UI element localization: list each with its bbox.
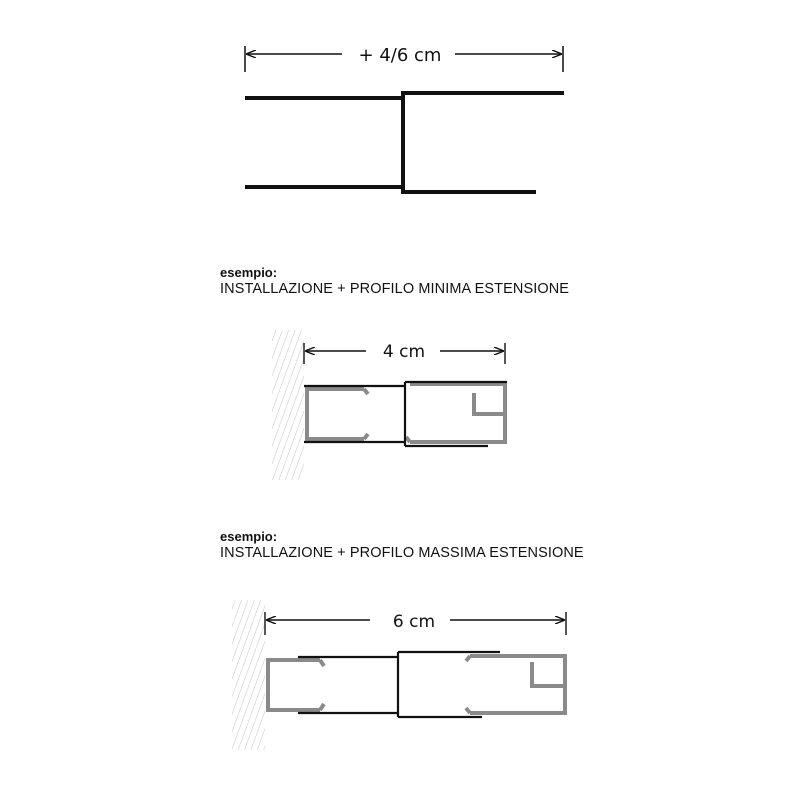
example-max-description: INSTALLAZIONE + PROFILO MASSIMA ESTENSIONE <box>220 545 584 561</box>
example-min-title: esempio: <box>220 265 278 280</box>
wall-hatch-max <box>232 600 265 750</box>
example-min-caption <box>220 264 569 298</box>
max-black-frame <box>298 652 500 717</box>
top-dimension-label: + 4/6 cm <box>358 45 442 66</box>
example-max-title: esempio: <box>220 529 278 544</box>
top-profile-frame <box>247 93 562 192</box>
max-gray-profile <box>268 656 565 713</box>
max-dimension-label: 6 cm <box>392 612 436 632</box>
min-dimension-label: 4 cm <box>382 342 426 362</box>
example-max-caption <box>220 528 584 562</box>
wall-hatch-min <box>272 330 304 480</box>
example-min-description: INSTALLAZIONE + PROFILO MINIMA ESTENSIONE <box>220 281 570 297</box>
